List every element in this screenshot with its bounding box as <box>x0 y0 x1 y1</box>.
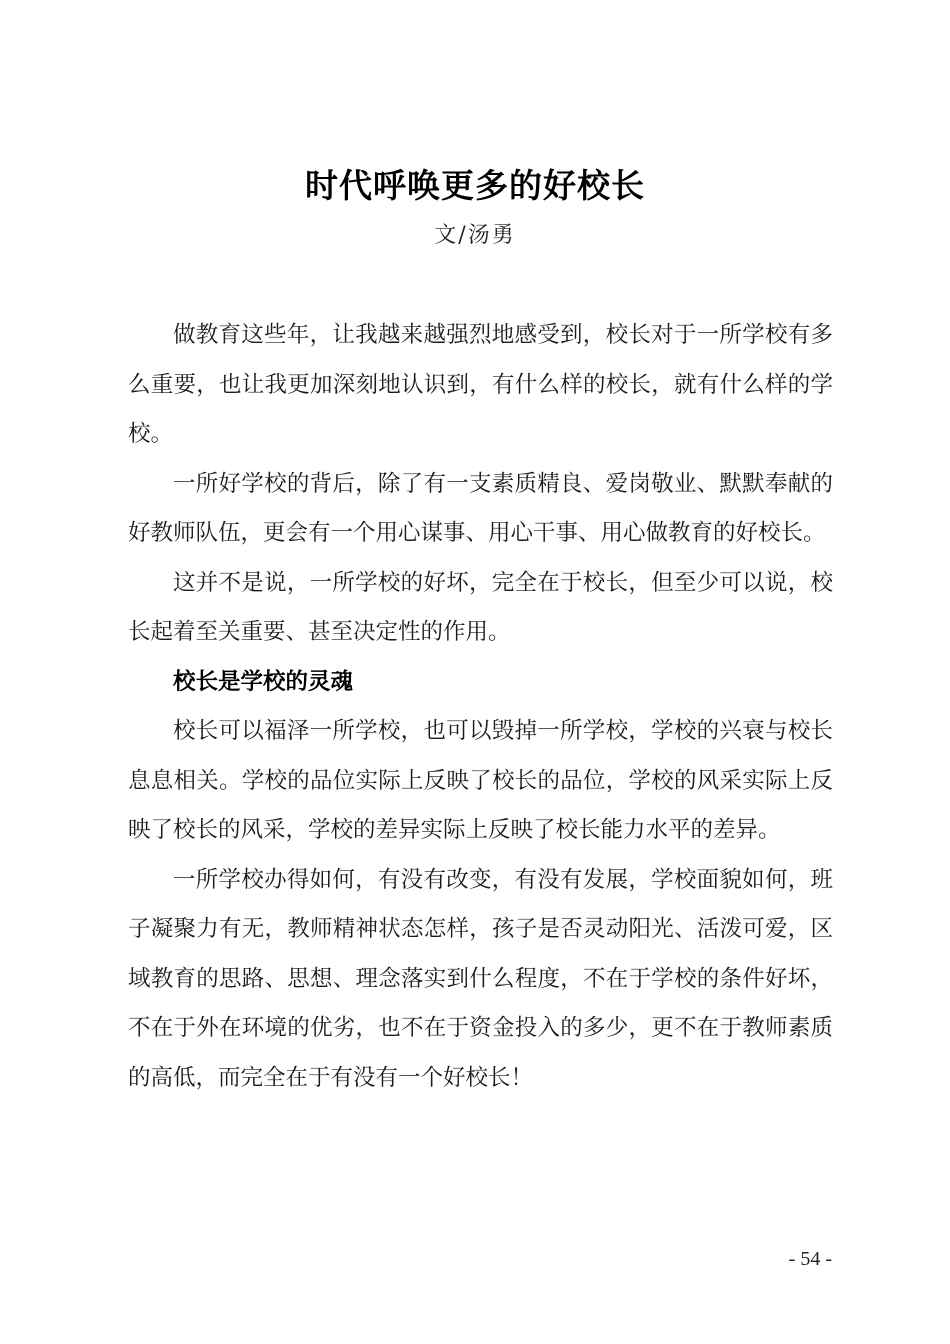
article-body <box>128 311 833 1103</box>
article-author: 文/汤勇 <box>434 223 516 248</box>
section-heading: 校长是学校的灵魂 <box>173 668 354 695</box>
page-number: - 54 - <box>788 1248 832 1270</box>
paragraph: 这并不是说，一所学校的好坏，完全在于校长，但至少可以说，校长起着至关重要、甚至决定性的作用。 <box>128 569 833 645</box>
paragraph: 校长可以福泽一所学校，也可以毁掉一所学校，学校的兴衰与校长息息相关。学校的品位实际上反映了校长的品位，学校的风采实际上反映了校长的风采，学校的差异实际上反映了校长能力水平的差异。 <box>128 718 833 843</box>
article-title: 时代呼唤更多的好校长 <box>305 166 645 205</box>
paragraph: 做教育这些年，让我越来越强烈地感受到，校长对于一所学校有多么重要，也让我更加深刻地认识到，有什么样的校长，就有什么样的学校。 <box>128 322 833 447</box>
paragraph: 一所学校办得如何，有没有改变，有没有发展，学校面貌如何，班子凝聚力有无，教师精神状态怎样，孩子是否灵动阳光、活泼可爱，区域教育的思路、思想、理念落实到什么程度，不在于学校的条件好坏，不在于外在环境的优劣，也不在于资金投入的多少，更不在于教师素质的高低，而完全在于有没有一个好校长！ <box>128 866 833 1091</box>
paragraph: 一所好学校的背后，除了有一支素质精良、爱岗敬业、默默奉献的好教师队伍，更会有一个用心谋事、用心干事、用心做教育的好校长。 <box>128 470 833 546</box>
